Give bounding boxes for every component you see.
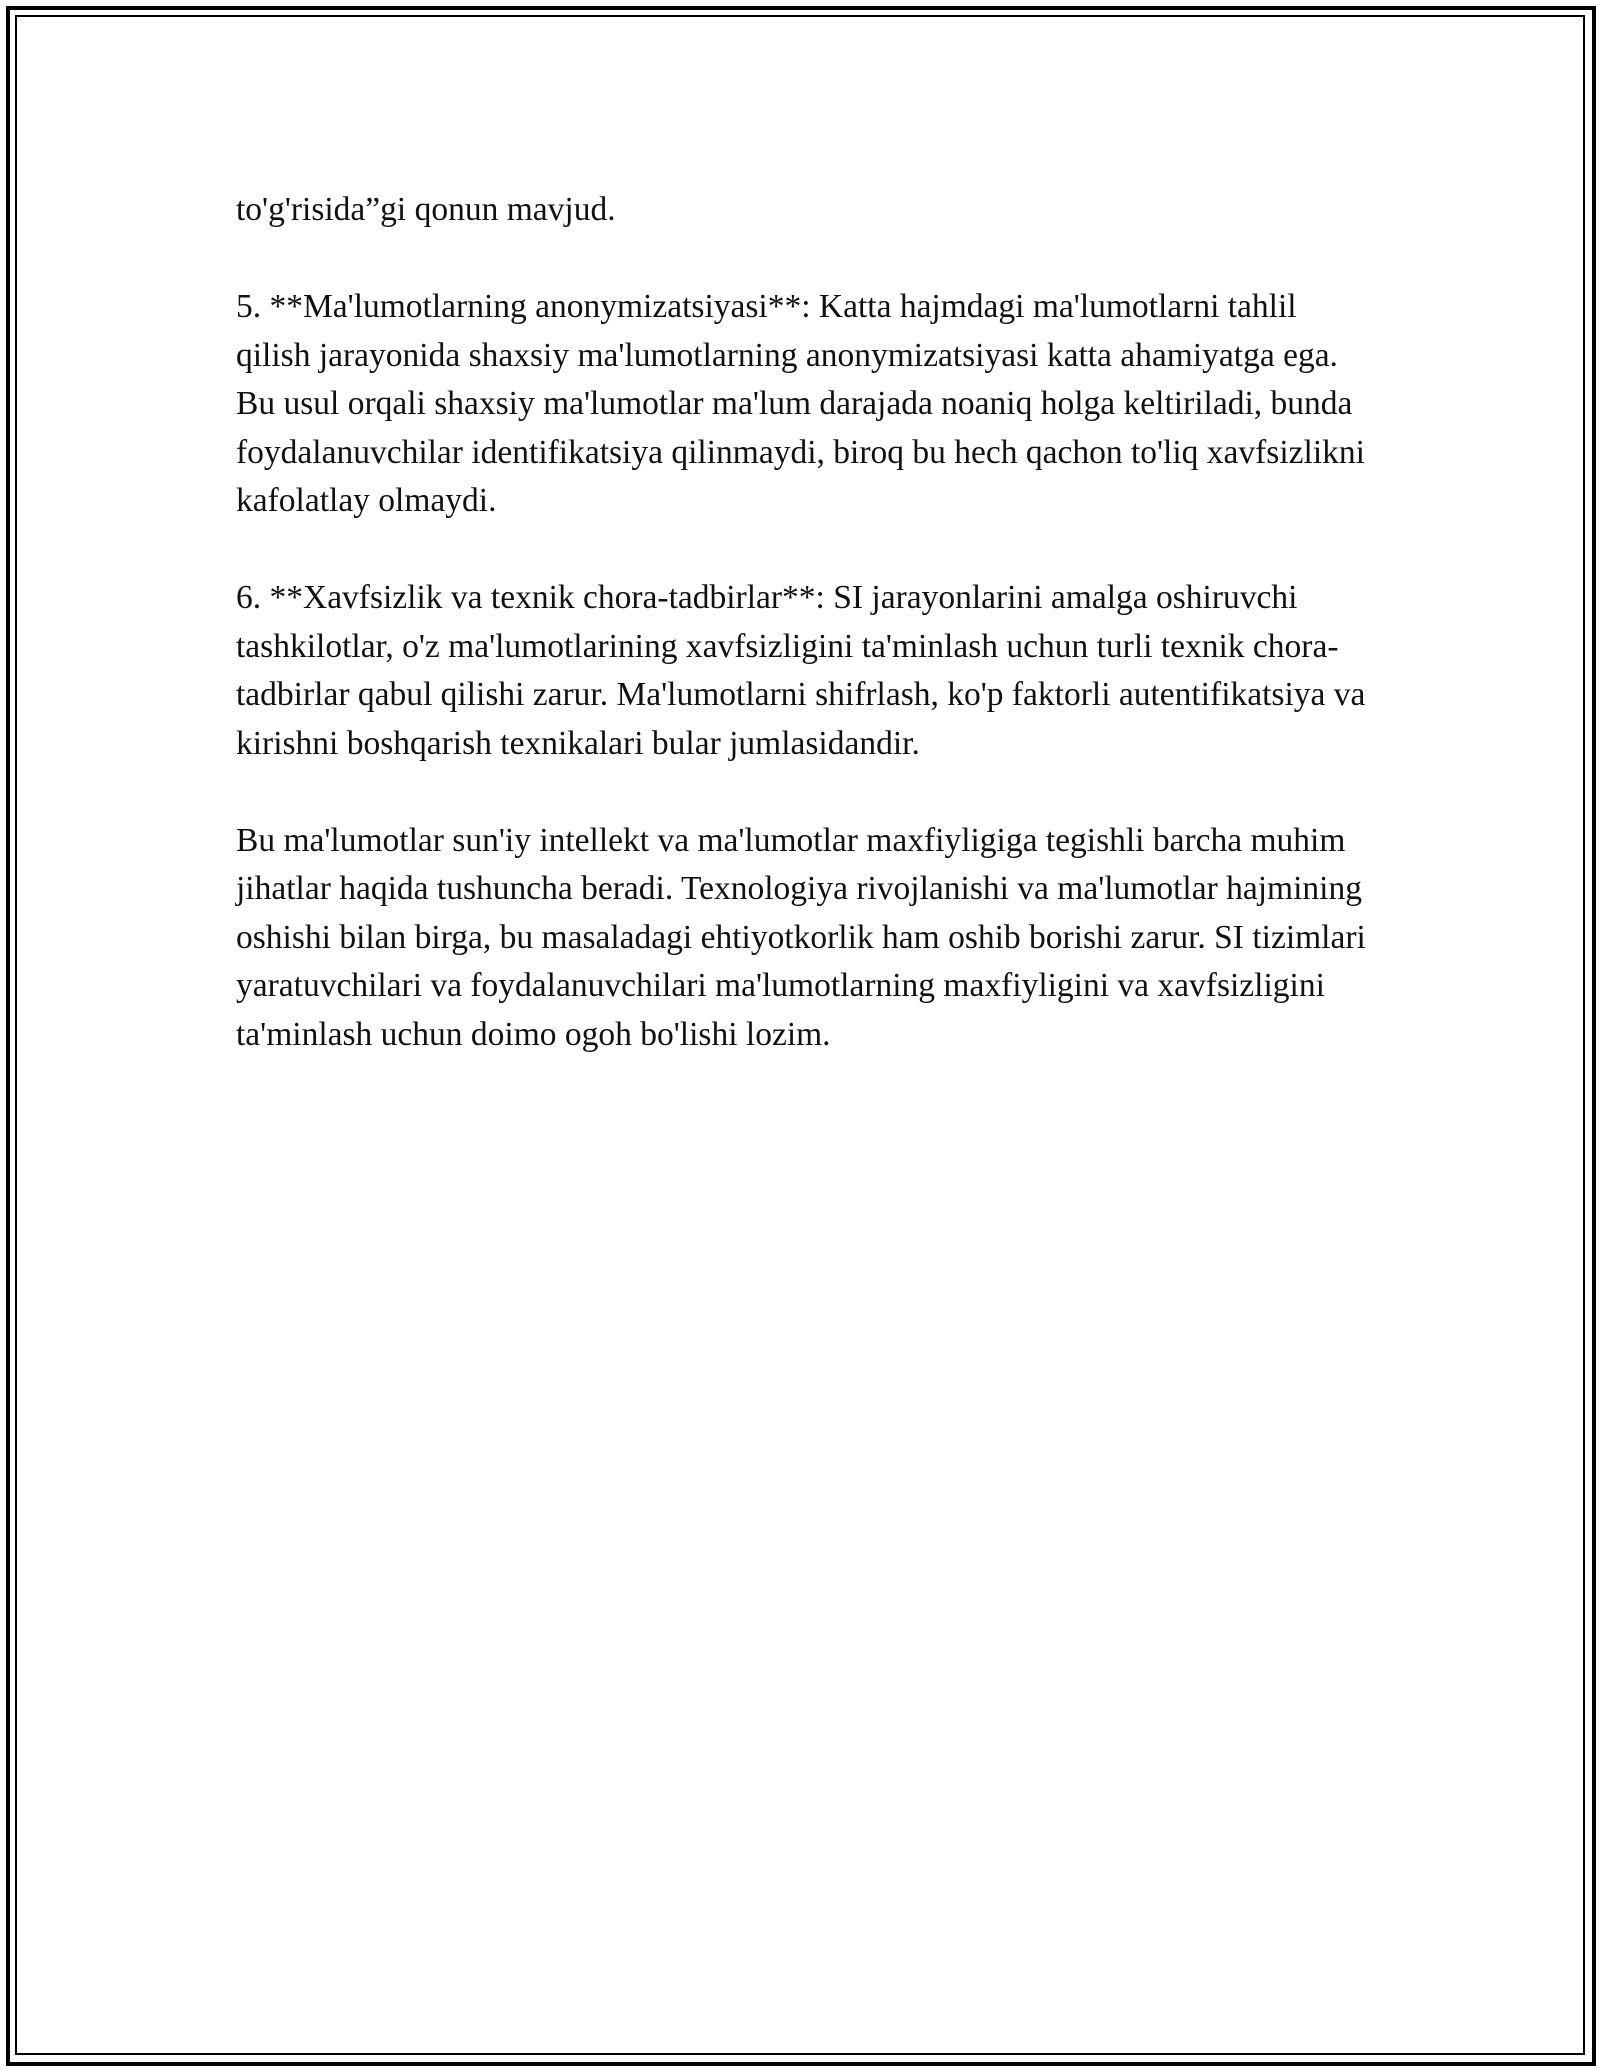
document-body — [236, 186, 1376, 1108]
paragraph-item-5-anonymization: 5. **Ma'lumotlarning anonymizatsiyasi**: Katta hajmdagi ma'lumotlarni tahlil qilish jarayonida shaxsiy ma'lumotlarning anonymizatsiyasi katta ahamiyatga ega. Bu usul orqali shaxsiy ma'lumotlar ma'lum darajada noaniq holga keltiriladi, bunda foydalanuvchilar identifikatsiya qilinmaydi, biroq bu hech qachon to'liq xavfsizlikni kafolatlay olmaydi. — [236, 288, 1365, 519]
paragraph-continuation: to'g'risida”gi qonun mavjud. — [236, 191, 616, 228]
paragraph-conclusion: Bu ma'lumotlar sun'iy intellekt va ma'lumotlar maxfiyligiga tegishli barcha muhim jihatlar haqida tushuncha beradi. Texnologiya rivojlanishi va ma'lumotlar hajmining oshishi bilan birga, bu masaladagi ehtiyotkorlik ham oshib borishi zarur. SI tizimlari yaratuvchilari va foydalanuvchilari ma'lumotlarning maxfiyligini va xavfsizligini ta'minlash uchun doimo ogoh bo'lishi lozim. — [236, 821, 1366, 1053]
paragraph-item-6-security-measures: 6. **Xavfsizlik va texnik chora-tadbirlar**: SI jarayonlarini amalga oshiruvchi tashkilotlar, o'z ma'lumotlarining xavfsizligini ta'minlash uchun turli texnik chora-tadbirlar qabul qilishi zarur. Ma'lumotlarni shifrlash, ko'p faktorli autentifikatsiya va kirishni boshqarish texnikalari bular jumlasidandir. — [236, 579, 1366, 762]
